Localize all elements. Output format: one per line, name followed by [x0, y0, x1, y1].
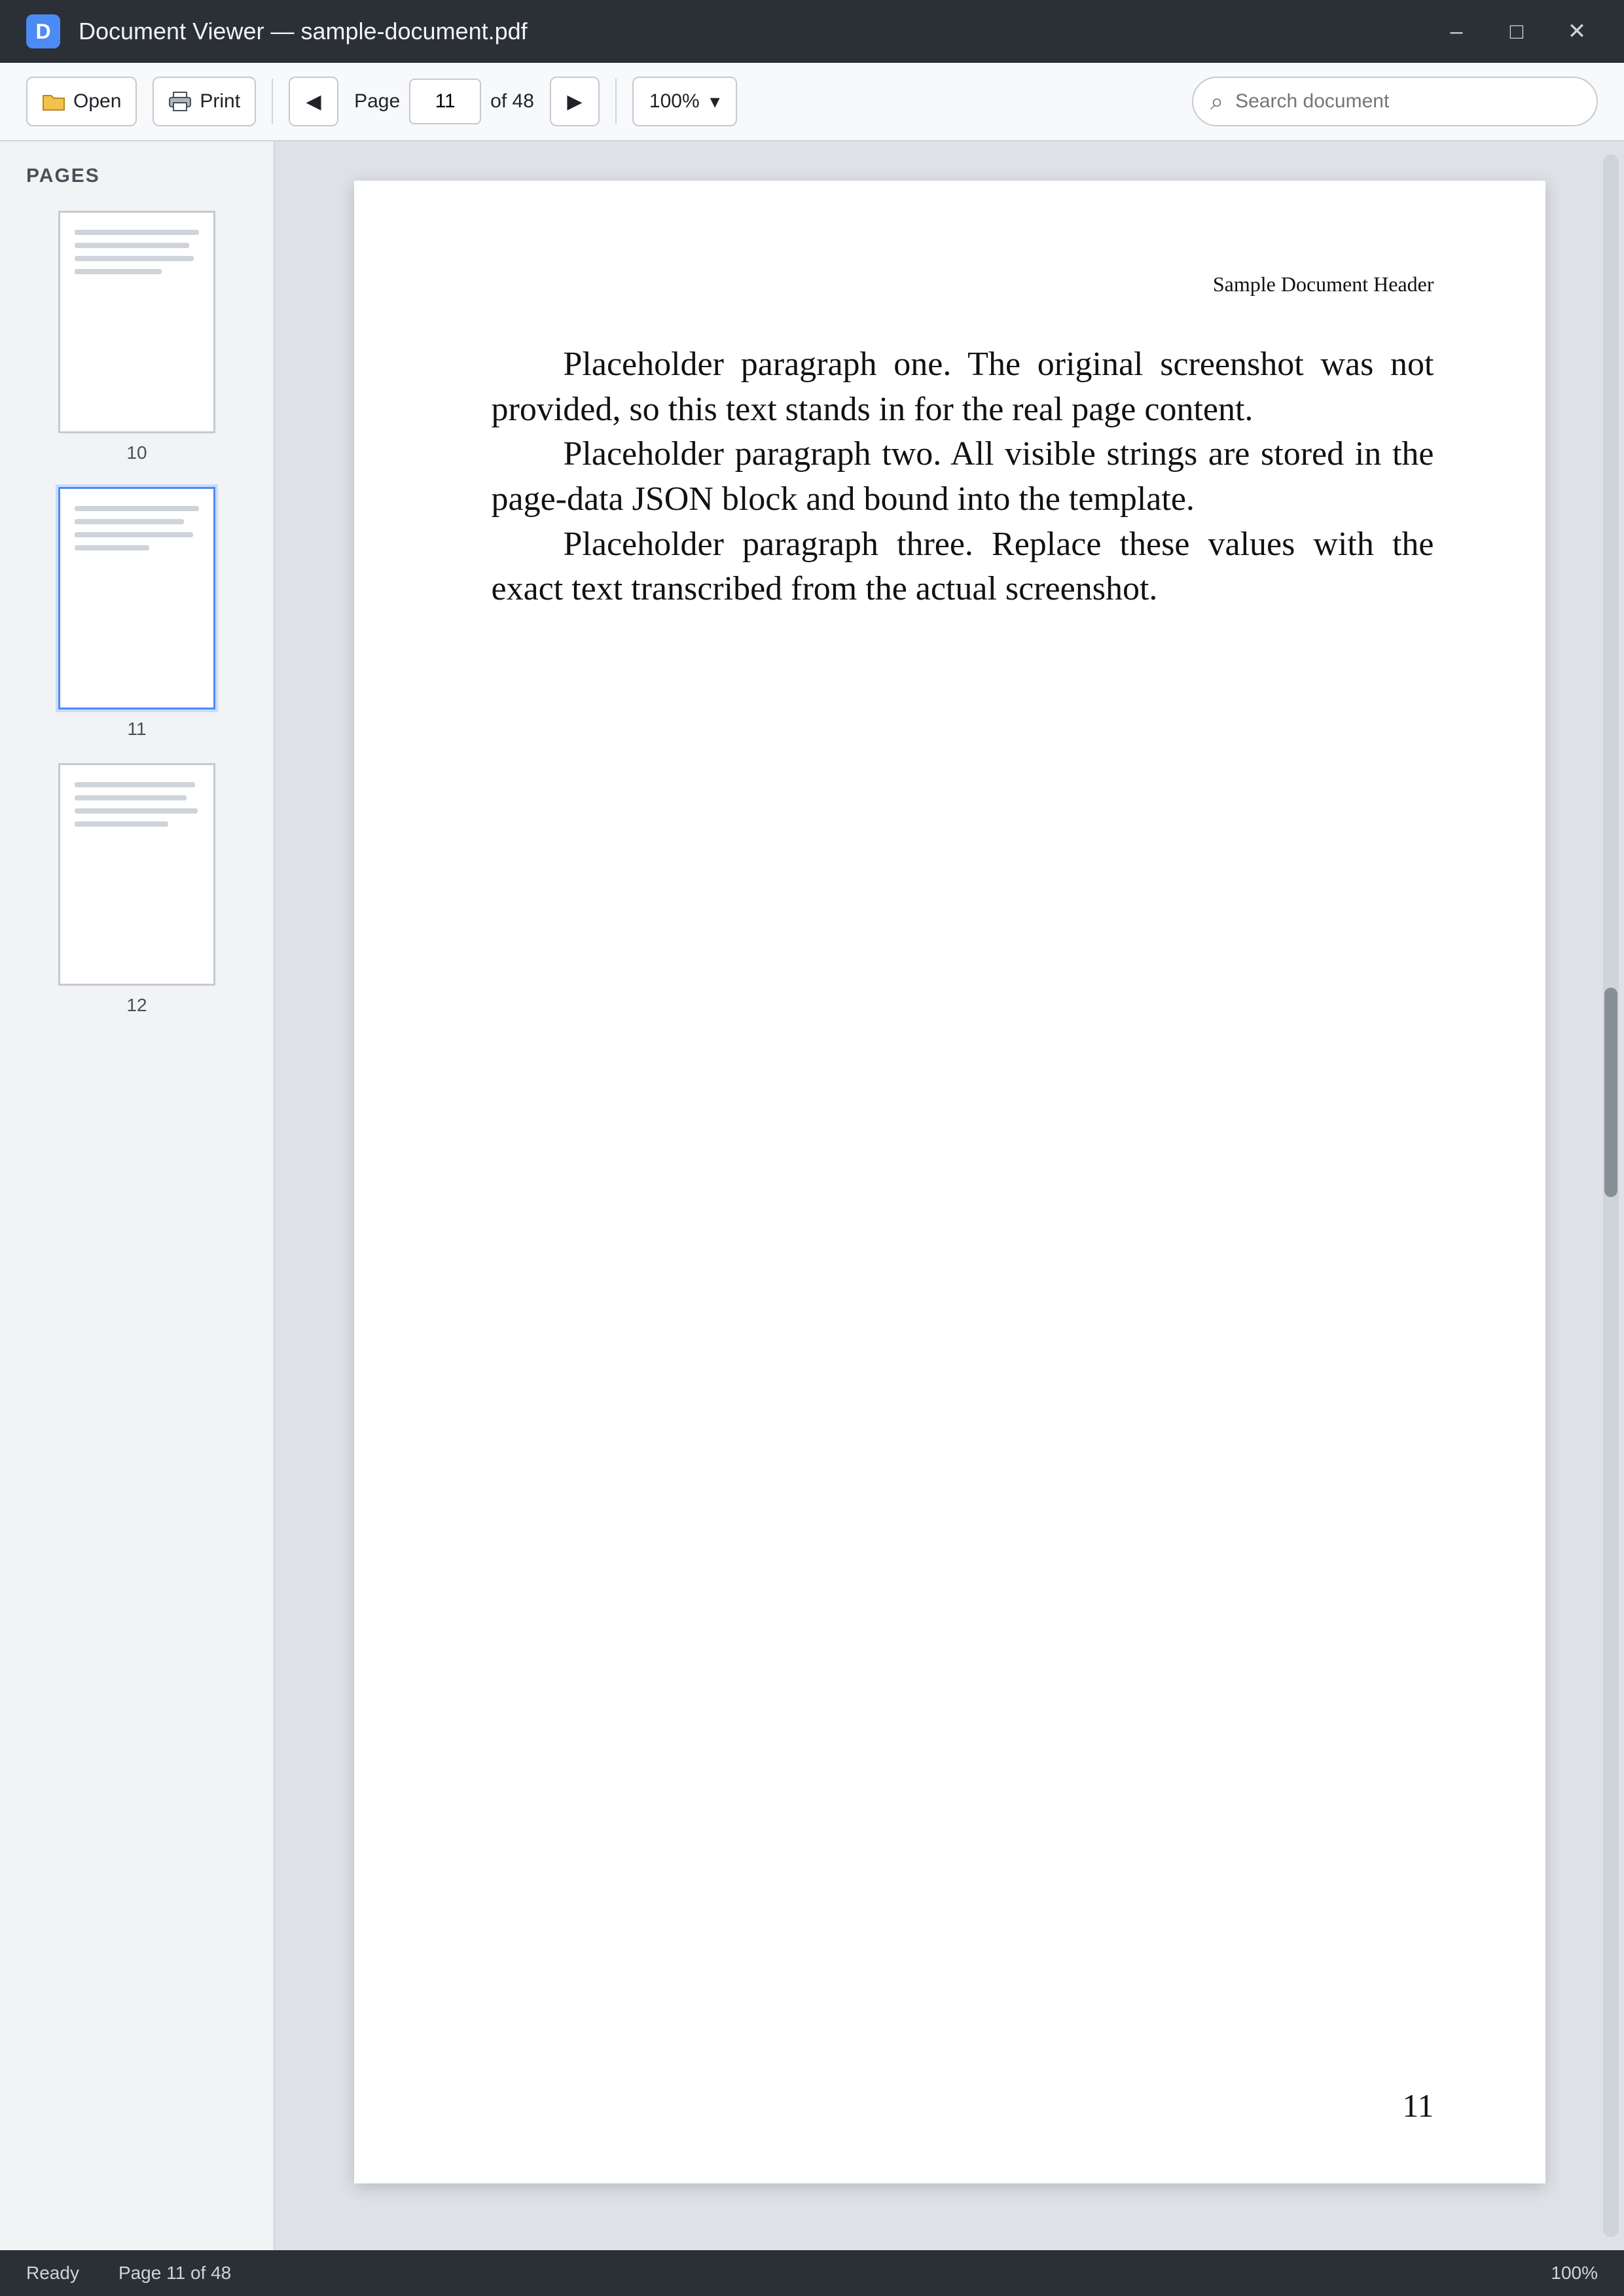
status-text: Ready	[26, 2263, 79, 2283]
chevron-right-icon: ▶	[567, 90, 583, 113]
status-zoom: 100%	[1551, 2263, 1598, 2283]
page-indicator	[354, 79, 534, 124]
thumbnail-label: 12	[126, 995, 147, 1015]
print-button[interactable]	[153, 77, 256, 126]
next-page-button[interactable]	[550, 77, 600, 126]
page-thumbnail[interactable]	[26, 211, 247, 463]
open-button[interactable]	[26, 77, 137, 126]
page-header: Sample Document Header	[1212, 272, 1434, 296]
paragraph: Placeholder paragraph one. The original screenshot was not provided, so this text stands in for the real page content.	[491, 346, 1434, 428]
search-box	[1192, 77, 1598, 126]
printer-icon	[168, 91, 192, 112]
thumbnail-label: 10	[126, 442, 147, 463]
maximize-button[interactable]: □	[1509, 18, 1524, 44]
vertical-scrollbar[interactable]	[1603, 154, 1619, 2237]
toolbar-divider	[272, 79, 273, 124]
page-total: of 48	[490, 90, 534, 112]
thumbnail-label: 11	[127, 719, 147, 739]
search-icon: ⌕	[1210, 87, 1224, 115]
chevron-left-icon: ◀	[306, 90, 321, 113]
folder-icon	[42, 92, 65, 111]
page-label: Page	[354, 90, 401, 112]
status-page-info: Page 11 of 48	[118, 2263, 232, 2283]
title-bar	[0, 0, 1624, 63]
toolbar-divider	[615, 79, 617, 124]
page-thumbnail-sidebar	[0, 141, 275, 2250]
scrollbar-thumb[interactable]	[1604, 988, 1617, 1197]
paragraph: Placeholder paragraph three. Replace these values with the exact text transcribed from the actual screenshot.	[491, 525, 1434, 608]
print-button-label: Print	[200, 90, 241, 112]
page-number-input[interactable]	[409, 79, 481, 124]
search-input[interactable]	[1234, 90, 1579, 113]
window-title: Document Viewer — sample-document.pdf	[79, 18, 528, 45]
document-viewer[interactable]	[275, 141, 1624, 2250]
minimize-button[interactable]: –	[1450, 18, 1463, 44]
zoom-value: 100%	[649, 90, 700, 112]
status-bar	[0, 2250, 1624, 2296]
page-thumbnail[interactable]	[26, 763, 247, 1016]
paragraph: Placeholder paragraph two. All visible strings are stored in the page-data JSON block and bound into the template.	[491, 435, 1434, 518]
page-thumbnail-active[interactable]	[26, 487, 247, 740]
open-button-label: Open	[73, 90, 122, 112]
thumbnail-preview	[58, 487, 215, 709]
chevron-down-icon: ▾	[710, 90, 720, 113]
thumbnail-preview	[58, 211, 215, 433]
close-button[interactable]: ✕	[1567, 19, 1587, 44]
page-number: 11	[1402, 2087, 1434, 2124]
document-page	[354, 181, 1545, 2183]
sidebar-heading: PAGES	[26, 165, 100, 187]
toolbar	[0, 63, 1624, 141]
app-logo-icon: D	[26, 14, 60, 48]
thumbnail-preview	[58, 763, 215, 986]
main-area	[0, 141, 1624, 2250]
zoom-select[interactable]	[632, 77, 737, 126]
previous-page-button[interactable]	[289, 77, 338, 126]
